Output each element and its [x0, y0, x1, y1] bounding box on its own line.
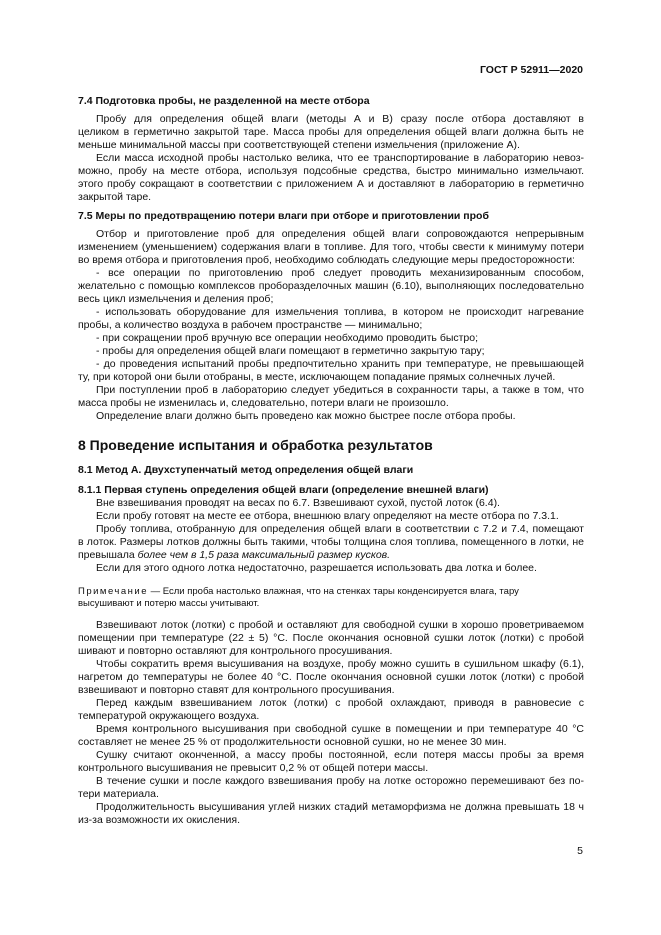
- text-line: Перед каждым взвешиванием лоток (лотки) с пробой охлаждают, приводя в равновесие с: [96, 697, 584, 709]
- document-header: ГОСТ Р 52911—2020: [479, 64, 583, 76]
- text-line: 8.1 Метод А. Двухступенчатый метод определения общей влаги: [78, 464, 414, 476]
- text-line: температурой окружающего воздуха.: [78, 710, 260, 722]
- text-line: При поступлении проб в лабораторию следует убедиться в сохранности тары, а также в том, что: [96, 384, 584, 396]
- text-line: Сушку считают оконченной, а массу пробы постоянной, если потеря массы пробы за время: [96, 749, 584, 761]
- text-line: пробы, а количество воздуха в рабочем пространстве — минимально;: [78, 319, 423, 331]
- text-line: - при сокращении проб вручную все операции необходимо проводить быстро;: [96, 332, 479, 344]
- text-line: Вне взвешивания проводят на весах по 6.7. Взвешивают сухой, пустой лоток (6.4).: [96, 497, 500, 509]
- text-line: изменением (уменьшением) содержания влаги в топливе. Для того, чтобы свести к минимуму потери: [78, 241, 584, 253]
- text-line: Если для этого одного лотка недостаточно, разрешается использовать два лотка и более.: [96, 562, 537, 574]
- text-line: 7.5 Меры по предотвращению потери влаги при отборе и приготовлении проб: [78, 210, 489, 222]
- text-line: Время контрольного высушивания при свободной сушке в помещении и при температуре 40 °С: [96, 723, 584, 735]
- text-line: масса пробы не изменилась и, следовательно, потери влаги не произошло.: [78, 397, 449, 409]
- text-line: контрольного высушивания не превысит 0,2 % от общей потери массы.: [78, 762, 429, 774]
- text-line: шивают и повторно оставляют для контрольного просушивания.: [78, 645, 393, 657]
- text-line: Взвешивают лоток (лотки) с пробой и оставляют для свободной сушки в хорошо проветриваемом: [96, 619, 584, 631]
- text-line: этого пробу сокращают в соответствии с приложением А и доставляют в лабораторию в герметично: [78, 178, 584, 190]
- text-line: Пробу топлива, отобранную для определения общей влаги в соответствии с 7.2 и 7.4, помещают: [96, 523, 584, 535]
- text-line: взвешивают и повторно ставят для контрольного просушивания.: [78, 684, 395, 696]
- text-line: можно, пробу на месте отбора, используя подсобные средства, быстро минимально измельчают.: [78, 165, 584, 177]
- text-line: Определение влаги должно быть проведено как можно быстрее после отбора пробы.: [96, 410, 516, 422]
- text-line: Продолжительность высушивания углей низких стадий метаморфизма не должна превышать 18 ч: [96, 801, 584, 813]
- text-line: Примечание — Если проба настолько влажная, что на стенках тары конденсируется влага, тару: [78, 586, 519, 597]
- page-number: 5: [577, 845, 583, 857]
- text-line: закрытой таре.: [78, 191, 152, 203]
- text-line: Если масса исходной пробы настолько велика, что ее транспортирование в лабораторию невоз-: [96, 152, 584, 164]
- text-line: желательно с помощью комплексов проборазделочных машин (6.10), выполняющих последовательно: [78, 280, 584, 292]
- text-line: - все операции по приготовлению проб следует проводить механизированным способом,: [96, 267, 584, 279]
- text-line: составляет не менее 25 % от продолжительности основной сушки, но не менее 30 мин.: [78, 736, 507, 748]
- text-line: - использовать оборудование для измельчения топлива, в котором не происходит нагревание: [96, 306, 584, 318]
- text-line: тери материала.: [78, 788, 159, 800]
- text-line: меньше минимальной массы при соответствующей степени измельчения (приложение А).: [78, 139, 520, 151]
- text-line: высушивают и потерю массы учитывают.: [78, 598, 260, 609]
- text-line: - пробы для определения общей влаги помещают в герметично закрытую тару;: [96, 345, 485, 357]
- text-line: 8.1.1 Первая ступень определения общей влаги (определение внешней влаги): [78, 484, 489, 496]
- text-line: 7.4 Подготовка пробы, не разделенной на месте отбора: [78, 95, 370, 107]
- text-line: В течение сушки и после каждого взвешивания пробу на лотке осторожно перемешивают без по-: [96, 775, 584, 787]
- text-line: в лоток. Размеры лотков должны быть такими, чтобы толщина слоя топлива, помещенного в лотки, не: [78, 536, 584, 548]
- text-line: целиком в герметично закрытой таре. Масса пробы для определения общей влаги должна быть не: [78, 126, 584, 138]
- text-line: весь цикл измельчения и деления проб;: [78, 293, 274, 305]
- text-line: помещении при температуре (22 ± 5) °С. После окончания основной сушки лоток (лотки) с пробой: [78, 632, 584, 644]
- text-line: Чтобы сократить время высушивания на воздухе, пробу можно сушить в сушильном шкафу (6.1),: [96, 658, 584, 670]
- text-line: Пробу для определения общей влаги (методы А и В) сразу после отбора доставляют в: [96, 113, 584, 125]
- text-line: во время отбора и приготовления проб, необходимо соблюдать следующие меры предосторожности:: [78, 254, 575, 266]
- text-line: - до проведения испытаний пробы предпочтительно хранить при температуре, не превышающей: [96, 358, 584, 370]
- text-line: из-за возможности их окисления.: [78, 814, 241, 826]
- text-line: Отбор и приготовление проб для определения общей влаги сопровождаются непрерывным: [96, 228, 584, 240]
- text-line: Если пробу готовят на месте ее отбора, внешнюю влагу определяют на месте отбора по 7.3.1.: [96, 510, 559, 522]
- text-line: ту, при которой они были отобраны, в месте, исключающем попадание прямых солнечных лучей.: [78, 371, 556, 383]
- text-line: 8 Проведение испытания и обработка результатов: [78, 437, 433, 453]
- text-line: превышала более чем в 1,5 раза максимальный размер кусков.: [78, 549, 391, 561]
- text-line: нагретом до температуры не более 40 °С. После окончания основной сушки лоток (лотки) с пробой: [78, 671, 584, 683]
